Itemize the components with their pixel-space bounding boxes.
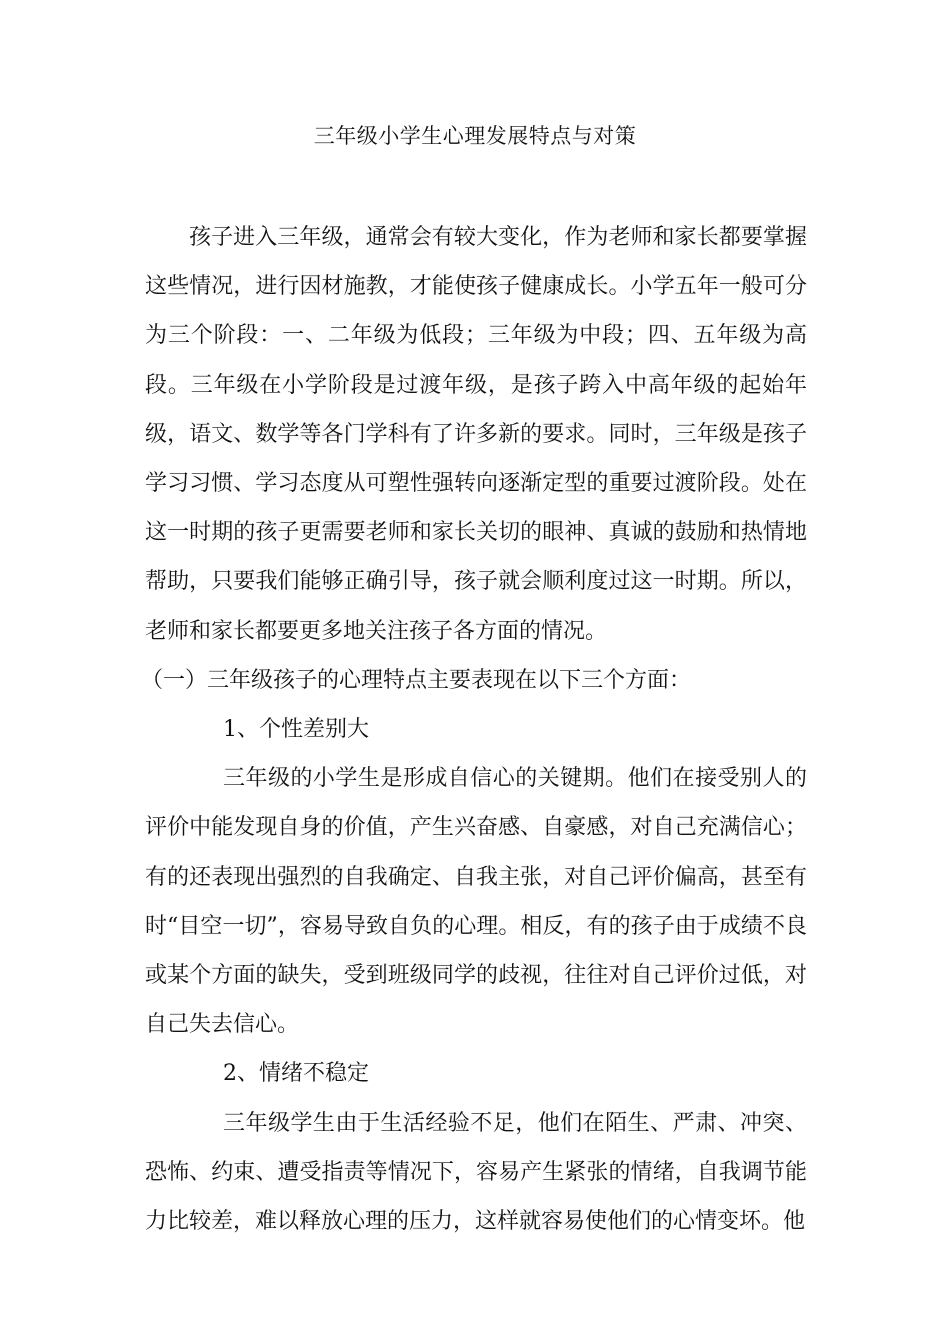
- document-body: [141, 213, 807, 1246]
- intro-paragraph: 孩子进入三年级，通常会有较大变化，作为老师和家长都要掌握这些情况，进行因材施教，才能使孩子健康成长。小学五年一般可分为三个阶段：一、二年级为低段；三年级为中段；四、五年级为高段。三年级在小学阶段是过渡年级，是孩子跨入中高年级的起始年级，语文、数学等各门学科有了许多新的要求。同时，三年级是孩子学习习惯、学习态度从可塑性强转向逐渐定型的重要过渡阶段。处在这一时期的孩子更需要老师和家长关切的眼神、真诚的鼓励和热情地帮助，只要我们能够正确引导，孩子就会顺利度过这一时期。所以，老师和家长都要更多地关注孩子各方面的情况。: [145, 225, 807, 644]
- point-2-heading: 2、情绪不稳定: [223, 1061, 369, 1087]
- point-1-paragraph: 三年级的小学生是形成自信心的关键期。他们在接受别人的评价中能发现自身的价值，产生兴奋感、自豪感，对自己充满信心；有的还表现出强烈的自我确定、自我主张，对自己评价偏高，甚至有时“目空一切”，容易导致自负的心理。相反，有的孩子由于成绩不良或某个方面的缺失，受到班级同学的歧视，往往对自己评价过低，对自己失去信心。: [145, 766, 807, 1038]
- point-2-paragraph: 三年级学生由于生活经验不足，他们在陌生、严肃、冲突、恐怖、约束、遭受指责等情况下，容易产生紧张的情绪，自我调节能力比较差，难以释放心理的压力，这样就容易使他们的心情变坏。他: [145, 1110, 807, 1235]
- point-1-heading: 1、个性差别大: [223, 717, 369, 743]
- document-title: 三年级小学生心理发展特点与对策: [313, 124, 637, 148]
- section-heading: （一）三年级孩子的心理特点主要表现在以下三个方面：: [141, 667, 692, 693]
